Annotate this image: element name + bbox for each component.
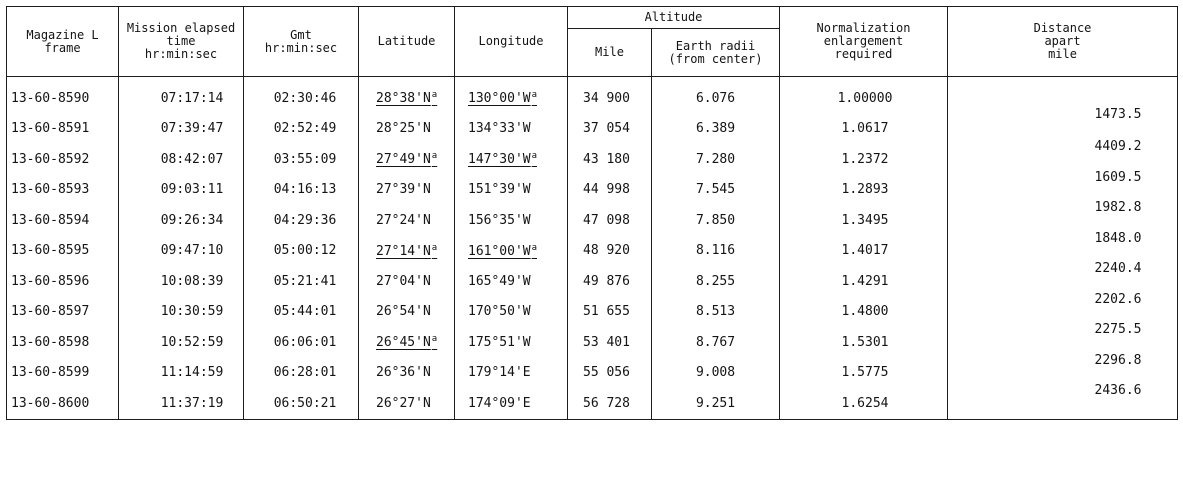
distance-value: 2436.6 (1094, 383, 1142, 399)
cell-normalization: 1.5301 (780, 327, 948, 358)
cell-mission-elapsed-time: 09:03:11 (119, 175, 244, 206)
footnote-mark: a (531, 90, 538, 101)
cell-latitude: 26°45'N$^a$ (359, 327, 455, 358)
cell-latitude: 26°27'N (359, 388, 455, 419)
cell-gmt: 02:52:49 (244, 114, 359, 145)
cell-frame: 13-60-8599 (7, 358, 119, 389)
cell-earth-radii: 8.116 (652, 236, 780, 267)
cell-normalization: 1.4017 (780, 236, 948, 267)
cell-altitude-mile: 48 920 (568, 236, 652, 267)
footnote-mark: a (431, 334, 438, 345)
cell-earth-radii: 8.255 (652, 266, 780, 297)
cell-gmt: 02:30:46 (244, 77, 359, 114)
cell-gmt: 04:29:36 (244, 205, 359, 236)
table-row (7, 77, 1178, 114)
table-row (7, 297, 1178, 328)
cell-altitude-mile: 37 054 (568, 114, 652, 145)
cell-altitude-mile: 53 401 (568, 327, 652, 358)
cell-frame: 13-60-8592 (7, 144, 119, 175)
cell-frame: 13-60-8593 (7, 175, 119, 206)
cell-longitude: 156°35'W (455, 205, 568, 236)
cell-distance (948, 114, 1178, 145)
cell-mission-elapsed-time: 10:30:59 (119, 297, 244, 328)
header-latitude: Latitude (359, 7, 455, 77)
table-row (7, 236, 1178, 267)
cell-longitude: 161°00'W$^a$ (455, 236, 568, 267)
cell-frame: 13-60-8594 (7, 205, 119, 236)
cell-latitude: 28°38'N$^a$ (359, 77, 455, 114)
cell-mission-elapsed-time: 09:47:10 (119, 236, 244, 267)
cell-earth-radii: 8.513 (652, 297, 780, 328)
data-table-container (6, 6, 1177, 489)
cell-longitude: 179°14'E (455, 358, 568, 389)
cell-normalization: 1.6254 (780, 388, 948, 419)
header-gmt: Gmt hr:min:sec (244, 7, 359, 77)
header-mission-elapsed-time: Mission elapsed time hr:min:sec (119, 7, 244, 77)
cell-distance (948, 388, 1178, 419)
cell-longitude: 151°39'W (455, 175, 568, 206)
footnote-mark: a (431, 242, 438, 253)
cell-altitude-mile: 49 876 (568, 266, 652, 297)
cell-distance (948, 236, 1178, 267)
cell-mission-elapsed-time: 09:26:34 (119, 205, 244, 236)
cell-distance (948, 297, 1178, 328)
cell-latitude: 27°39'N (359, 175, 455, 206)
distance-value: 1473.5 (1094, 106, 1142, 122)
distance-value: 2240.4 (1094, 261, 1142, 276)
cell-altitude-mile: 43 180 (568, 144, 652, 175)
cell-gmt: 05:44:01 (244, 297, 359, 328)
cell-earth-radii: 7.850 (652, 205, 780, 236)
footnote-mark: a (431, 151, 438, 162)
cell-altitude-mile: 47 098 (568, 205, 652, 236)
header-altitude: Altitude (568, 7, 780, 29)
cell-normalization: 1.0617 (780, 114, 948, 145)
table-row (7, 205, 1178, 236)
distance-value: 2296.8 (1094, 352, 1142, 368)
cell-frame: 13-60-8597 (7, 297, 119, 328)
frame-data-table (6, 6, 1178, 420)
cell-altitude-mile: 51 655 (568, 297, 652, 328)
distance-value: 1982.8 (1094, 200, 1142, 215)
cell-frame: 13-60-8598 (7, 327, 119, 358)
cell-normalization: 1.4291 (780, 266, 948, 297)
cell-longitude: 175°51'W (455, 327, 568, 358)
cell-distance (948, 266, 1178, 297)
cell-gmt: 05:21:41 (244, 266, 359, 297)
header-longitude: Longitude (455, 7, 568, 77)
cell-longitude: 165°49'W (455, 266, 568, 297)
cell-longitude: 134°33'W (455, 114, 568, 145)
cell-mission-elapsed-time: 07:39:47 (119, 114, 244, 145)
cell-normalization: 1.4800 (780, 297, 948, 328)
cell-altitude-mile: 55 056 (568, 358, 652, 389)
cell-distance (948, 175, 1178, 206)
cell-latitude: 27°24'N (359, 205, 455, 236)
table-row (7, 175, 1178, 206)
distance-value: 2202.6 (1094, 291, 1142, 307)
distance-value: 4409.2 (1094, 139, 1142, 154)
cell-frame: 13-60-8600 (7, 388, 119, 419)
cell-distance (948, 358, 1178, 389)
cell-mission-elapsed-time: 11:37:19 (119, 388, 244, 419)
cell-longitude: 170°50'W (455, 297, 568, 328)
cell-earth-radii: 9.008 (652, 358, 780, 389)
cell-latitude: 27°49'N$^a$ (359, 144, 455, 175)
header-earth-radii: Earth radii (from center) (652, 29, 780, 77)
cell-earth-radii: 6.389 (652, 114, 780, 145)
cell-distance (948, 77, 1178, 114)
cell-gmt: 06:28:01 (244, 358, 359, 389)
cell-altitude-mile: 56 728 (568, 388, 652, 419)
cell-earth-radii: 7.545 (652, 175, 780, 206)
table-row (7, 266, 1178, 297)
cell-frame: 13-60-8596 (7, 266, 119, 297)
distance-value: 1609.5 (1094, 169, 1142, 185)
cell-distance (948, 144, 1178, 175)
cell-mission-elapsed-time: 11:14:59 (119, 358, 244, 389)
header-distance: Distance apart mile (948, 7, 1178, 77)
header-frame: Magazine L frame (7, 7, 119, 77)
cell-frame: 13-60-8590 (7, 77, 119, 114)
cell-gmt: 04:16:13 (244, 175, 359, 206)
cell-mission-elapsed-time: 10:08:39 (119, 266, 244, 297)
table-body (7, 77, 1178, 420)
cell-latitude: 28°25'N (359, 114, 455, 145)
footnote-mark: a (431, 90, 438, 101)
distance-value: 2275.5 (1094, 322, 1142, 337)
cell-latitude: 27°14'N$^a$ (359, 236, 455, 267)
cell-distance (948, 327, 1178, 358)
footnote-mark: a (531, 242, 538, 253)
cell-mission-elapsed-time: 10:52:59 (119, 327, 244, 358)
table-row (7, 388, 1178, 419)
cell-latitude: 27°04'N (359, 266, 455, 297)
cell-normalization: 1.3495 (780, 205, 948, 236)
cell-longitude: 130°00'W$^a$ (455, 77, 568, 114)
cell-normalization: 1.00000 (780, 77, 948, 114)
cell-latitude: 26°54'N (359, 297, 455, 328)
cell-longitude: 174°09'E (455, 388, 568, 419)
cell-frame: 13-60-8591 (7, 114, 119, 145)
cell-longitude: 147°30'W$^a$ (455, 144, 568, 175)
cell-latitude: 26°36'N (359, 358, 455, 389)
cell-distance (948, 205, 1178, 236)
cell-earth-radii: 6.076 (652, 77, 780, 114)
cell-mission-elapsed-time: 08:42:07 (119, 144, 244, 175)
table-row (7, 327, 1178, 358)
header-normalization: Normalization enlargement required (780, 7, 948, 77)
cell-earth-radii: 8.767 (652, 327, 780, 358)
table-row (7, 114, 1178, 145)
table-row (7, 358, 1178, 389)
distance-value: 1848.0 (1094, 230, 1142, 246)
footnote-mark: a (531, 151, 538, 162)
header-altitude-mile: Mile (568, 29, 652, 77)
cell-earth-radii: 9.251 (652, 388, 780, 419)
cell-normalization: 1.2893 (780, 175, 948, 206)
cell-normalization: 1.2372 (780, 144, 948, 175)
cell-normalization: 1.5775 (780, 358, 948, 389)
cell-frame: 13-60-8595 (7, 236, 119, 267)
table-row (7, 144, 1178, 175)
cell-gmt: 03:55:09 (244, 144, 359, 175)
cell-gmt: 06:50:21 (244, 388, 359, 419)
cell-earth-radii: 7.280 (652, 144, 780, 175)
cell-altitude-mile: 34 900 (568, 77, 652, 114)
cell-gmt: 06:06:01 (244, 327, 359, 358)
cell-gmt: 05:00:12 (244, 236, 359, 267)
cell-altitude-mile: 44 998 (568, 175, 652, 206)
cell-mission-elapsed-time: 07:17:14 (119, 77, 244, 114)
